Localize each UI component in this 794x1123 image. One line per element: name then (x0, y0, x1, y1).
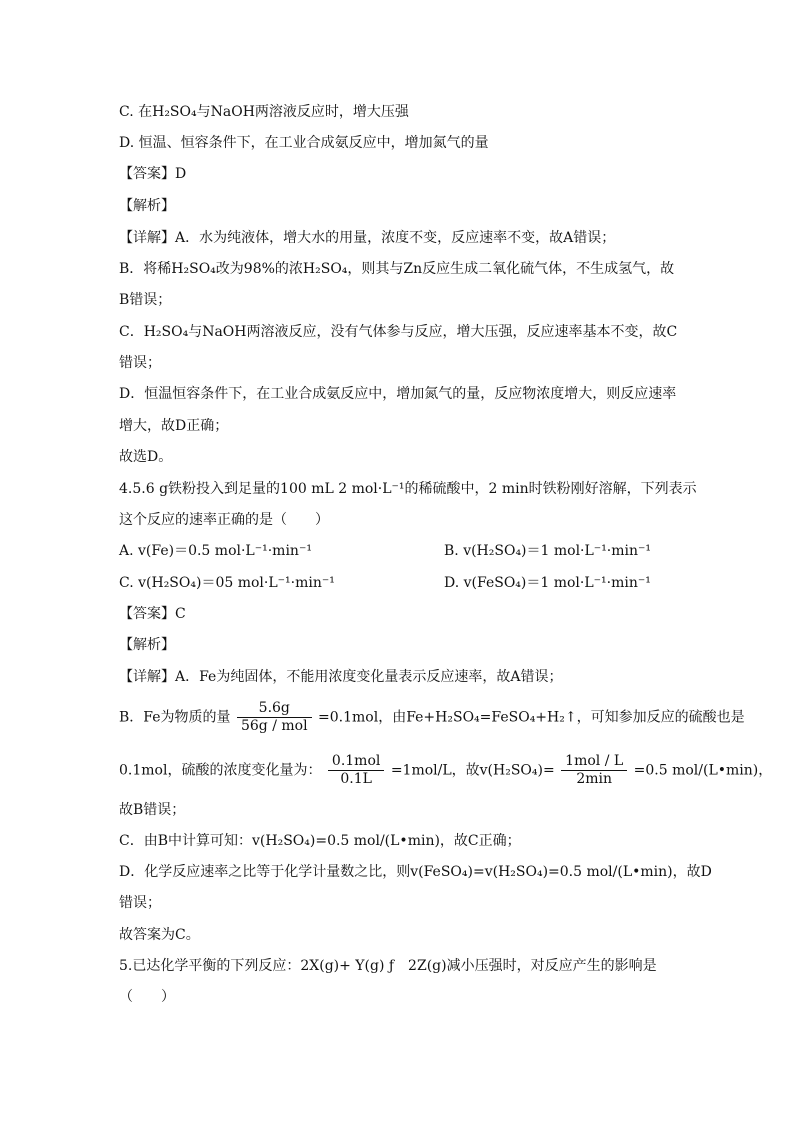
fraction-denominator: 56g / mol (237, 717, 312, 735)
detail-line: D．恒温恒容条件下，在工业合成氨反应中，增加氮气的量，反应物浓度增大，则反应速率 (119, 386, 677, 402)
detail-line: 故B错误； (119, 802, 186, 818)
text-segment: =0.1mol，由Fe+H₂SO₄=FeSO₄+H₂↑，可知参加反应的硫酸也是 (318, 709, 745, 726)
question-5-stem: （ ） (119, 989, 175, 1005)
fraction-numerator: 1mol / L (565, 753, 624, 769)
fraction (561, 753, 627, 788)
detail-line-with-fraction (119, 700, 745, 735)
answer-label: 【答案】C (119, 606, 186, 622)
detail-line: 【详解】A．水为纯液体，增大水的用量，浓度不变，反应速率不变，故A错误； (119, 230, 616, 246)
option-c-line: C. 在H₂SO₄与NaOH两溶液反应时，增大压强 (119, 104, 409, 120)
question-4-option-b: B. v(H₂SO₄)＝1 mol·L⁻¹·min⁻¹ (444, 543, 652, 559)
fraction-denominator: 0.1L (328, 770, 384, 788)
detail-line: 错误； (119, 895, 161, 911)
text-segment: 0.1mol，硫酸的浓度变化量为： (119, 762, 322, 779)
analysis-label: 【解析】 (119, 637, 175, 653)
fraction (237, 700, 312, 735)
detail-line: 【详解】A．Fe为纯固体，不能用浓度变化量表示反应速率，故A错误； (119, 669, 563, 685)
detail-line-with-fraction (119, 753, 772, 788)
detail-line: 增大，故D正确； (119, 418, 229, 434)
text-segment: =0.5 mol/(L•min)， (633, 762, 773, 779)
detail-line: B错误； (119, 292, 172, 308)
question-5-stem: 5.已达化学平衡的下列反应：2X(g)+ Y(g) ƒ 2Z(g)减小压强时，对反应产生的影响是 (119, 958, 657, 974)
conclusion-line: 故答案为C。 (119, 927, 200, 943)
fraction-denominator: 2min (561, 770, 627, 788)
question-4-option-d: D. v(FeSO₄)＝1 mol·L⁻¹·min⁻¹ (444, 575, 651, 591)
detail-line: B．将稀H₂SO₄改为98%的浓H₂SO₄，则其与Zn反应生成二氧化硫气体，不生成氢气，故 (119, 261, 675, 277)
detail-line: C．由B中计算可知：v(H₂SO₄)=0.5 mol/(L•min)，故C正确； (119, 833, 521, 849)
text-segment: B．Fe为物质的量 (119, 709, 231, 726)
answer-label: 【答案】D (119, 166, 187, 182)
conclusion-line: 故选D。 (119, 449, 173, 465)
question-4-stem: 4.5.6 g铁粉投入到足量的100 mL 2 mol·L⁻¹的稀硫酸中，2 min时铁粉刚好溶解，下列表示 (119, 481, 697, 497)
analysis-label: 【解析】 (119, 198, 175, 214)
fraction-numerator: 0.1mol (331, 753, 381, 769)
question-4-stem: 这个反应的速率正确的是（ ） (119, 512, 329, 528)
detail-line: D．化学反应速率之比等于化学计量数之比，则v(FeSO₄)=v(H₂SO₄)=0.5 mol/(L•min)，故D (119, 864, 712, 880)
fraction (328, 753, 384, 788)
text-segment: =1mol/L，故v(H₂SO₄)= (390, 762, 555, 779)
option-d-line: D. 恒温、恒容条件下，在工业合成氨反应中，增加氮气的量 (119, 135, 489, 151)
question-4-option-a: A. v(Fe)＝0.5 mol·L⁻¹·min⁻¹ (119, 543, 312, 559)
question-4-option-c: C. v(H₂SO₄)＝05 mol·L⁻¹·min⁻¹ (119, 575, 335, 591)
fraction-numerator: 5.6g (258, 700, 290, 716)
detail-line: C．H₂SO₄与NaOH两溶液反应，没有气体参与反应，增大压强，反应速率基本不变，故C (119, 324, 678, 340)
detail-line: 错误； (119, 355, 161, 371)
